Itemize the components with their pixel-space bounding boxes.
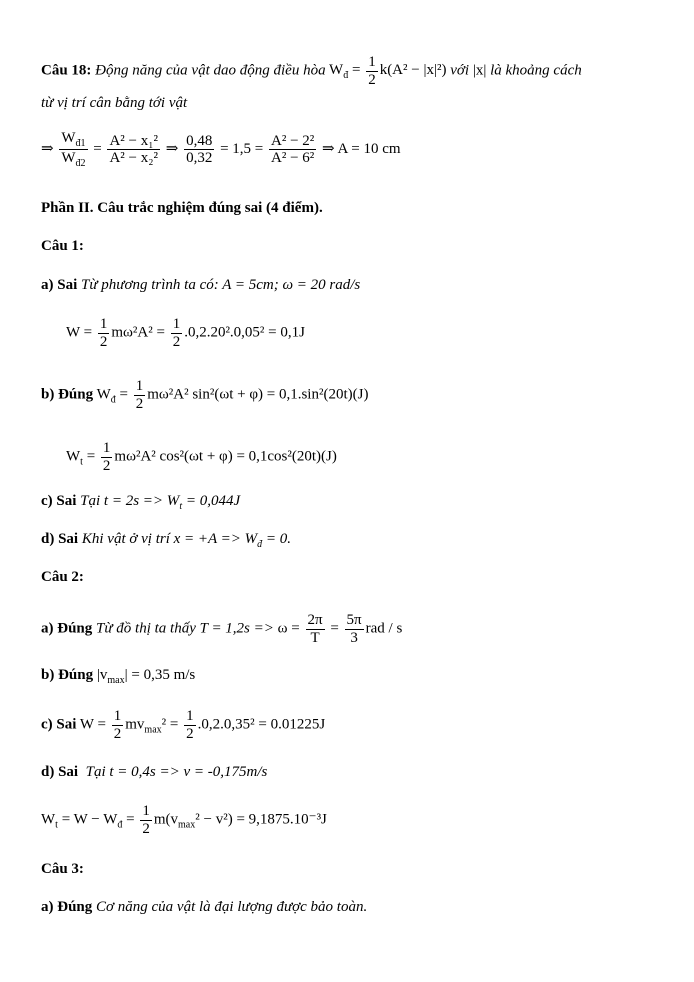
q18-absx: |x| — [472, 62, 487, 79]
c1-label: Câu 1: — [41, 238, 84, 254]
c2-d-status: d) Sai — [41, 764, 79, 780]
c1-a-text: Từ phương trình ta có: A = 5cm; ω = 20 rad/s — [81, 277, 361, 293]
c2-b-status: b) Đúng — [41, 667, 94, 683]
c2-a-unit: rad / s — [365, 620, 403, 637]
c1-b-eq2: $W_t$ = $\frac{1}{2}$ mω²A² cos²(ωt + φ) = 0,1cos²(20t)(J) — [66, 440, 337, 474]
c1-a-status: a) Sai — [41, 277, 78, 293]
c2-c-eq-tail: .0,2.0,35² = 0.01225J — [197, 716, 326, 733]
c1-a-eq-tail: .0,2.20².0,05² = 0,1J — [184, 324, 305, 341]
c2-label: Câu 2: — [41, 569, 84, 585]
c2-c: c) Sai W = $\frac{1}{2}$ $mv_{max}^2$ = $\frac{1}{2}$ .0,2.0,35² = 0.01225J — [41, 708, 326, 742]
c1-d-status: d) Sai — [41, 531, 79, 547]
c2-b-text: = 0,35 m/s — [131, 667, 196, 683]
c2-c-status: c) Sai — [41, 716, 77, 733]
c2-a-status: a) Đúng — [41, 620, 93, 637]
q18-text: Động năng của vật dao động điều hòa — [95, 62, 326, 79]
c1-b-eq-tail: A² sin²(ωt + φ) = 0,1.sin²(20t)(J) — [173, 386, 369, 403]
c2-a: a) Đúng Từ đồ thị ta thấy T = 1,2s => ω = $\frac{2\pi}{T}$ = $\frac{5\pi}{3}$ rad / s — [41, 612, 403, 646]
c1-c-text: Tại t = 2s => W — [80, 493, 180, 509]
c2-d — [41, 765, 267, 780]
c2-d-eq-tail: = 9,1875.10⁻³J — [232, 811, 327, 828]
c3-label: Câu 3: — [41, 861, 84, 877]
c1-b-eq2-tail: A² cos²(ωt + φ) = 0,1cos²(20t)(J) — [140, 448, 337, 465]
c2-d-eq: $W_t = W - W_đ$ = $\frac{1}{2}$ $m(v_{max}^2 - v^2) = 9,1875.10^{-3}J$ — [41, 803, 327, 837]
c1-c-status: c) Sai — [41, 493, 77, 509]
c2-d-text: Tại t = 0,4s => v = -0,175m/s — [85, 764, 268, 780]
c1-c: c) Sai Tại $t = 2s => W_t = 0,044J$ — [41, 493, 241, 512]
c1-b: b) Đúng $W_đ$ = $\frac{1}{2}$ mω²A² sin²(ωt + φ) = 0,1.sin²(20t)(J) — [41, 378, 369, 412]
part2-title: Phần II. Câu trắc nghiệm đúng sai (4 điểm). — [41, 200, 323, 216]
c3-a — [41, 900, 367, 915]
c1-d-tail: = 0. — [262, 531, 292, 547]
c2-a-text: Từ đồ thị ta thấy T = 1,2s => — [96, 620, 278, 637]
q18-text2: với — [450, 62, 470, 79]
q18-formula: $W_đ$ = $\frac{1}{2}$ k(A² − |x|²) — [329, 54, 447, 88]
c3-a-status: a) Đúng — [41, 899, 93, 915]
c1-a-eq: W = $\frac{1}{2}$ mω²A² = $\frac{1}{2}$ .0,2.20².0,05² = 0,1J — [66, 316, 305, 350]
q18-label: Câu 18: — [41, 62, 92, 79]
c1-d: d) Sai Khi vật ở vị trí $x = +A => W_đ = 0$. — [41, 531, 292, 550]
c1-a — [41, 278, 360, 293]
q18-derivation: ⇒ $\frac{W_{đ1}}{W_{đ2}}$ = $\frac{\text{A² − x₁²}}{\text{A² − x₂²}}$ ⇒ $\frac{0,48}{0,32}$ = 1,5 = $\frac{\text{A² − 2²}}{\text{A² − 6²}}$ ⇒ A = 10 cm — [41, 130, 401, 169]
q18-line1 — [41, 54, 582, 88]
c1-b-status: b) Đúng — [41, 386, 94, 403]
q18-result: A = 10 cm — [337, 140, 401, 157]
q18-line2: từ vị trí cân bằng tới vật — [41, 95, 188, 111]
c2-b: b) Đúng $|v_{max}| = 0,35$ m/s — [41, 667, 196, 686]
c3-a-text: Cơ năng của vật là đại lượng được bảo toàn. — [96, 899, 368, 915]
c1-d-text: Khi vật ở vị trí x = +A => W — [81, 531, 258, 547]
q18-text3: là khoảng cách — [490, 62, 582, 79]
c1-c-tail: = 0,044J — [182, 493, 241, 509]
